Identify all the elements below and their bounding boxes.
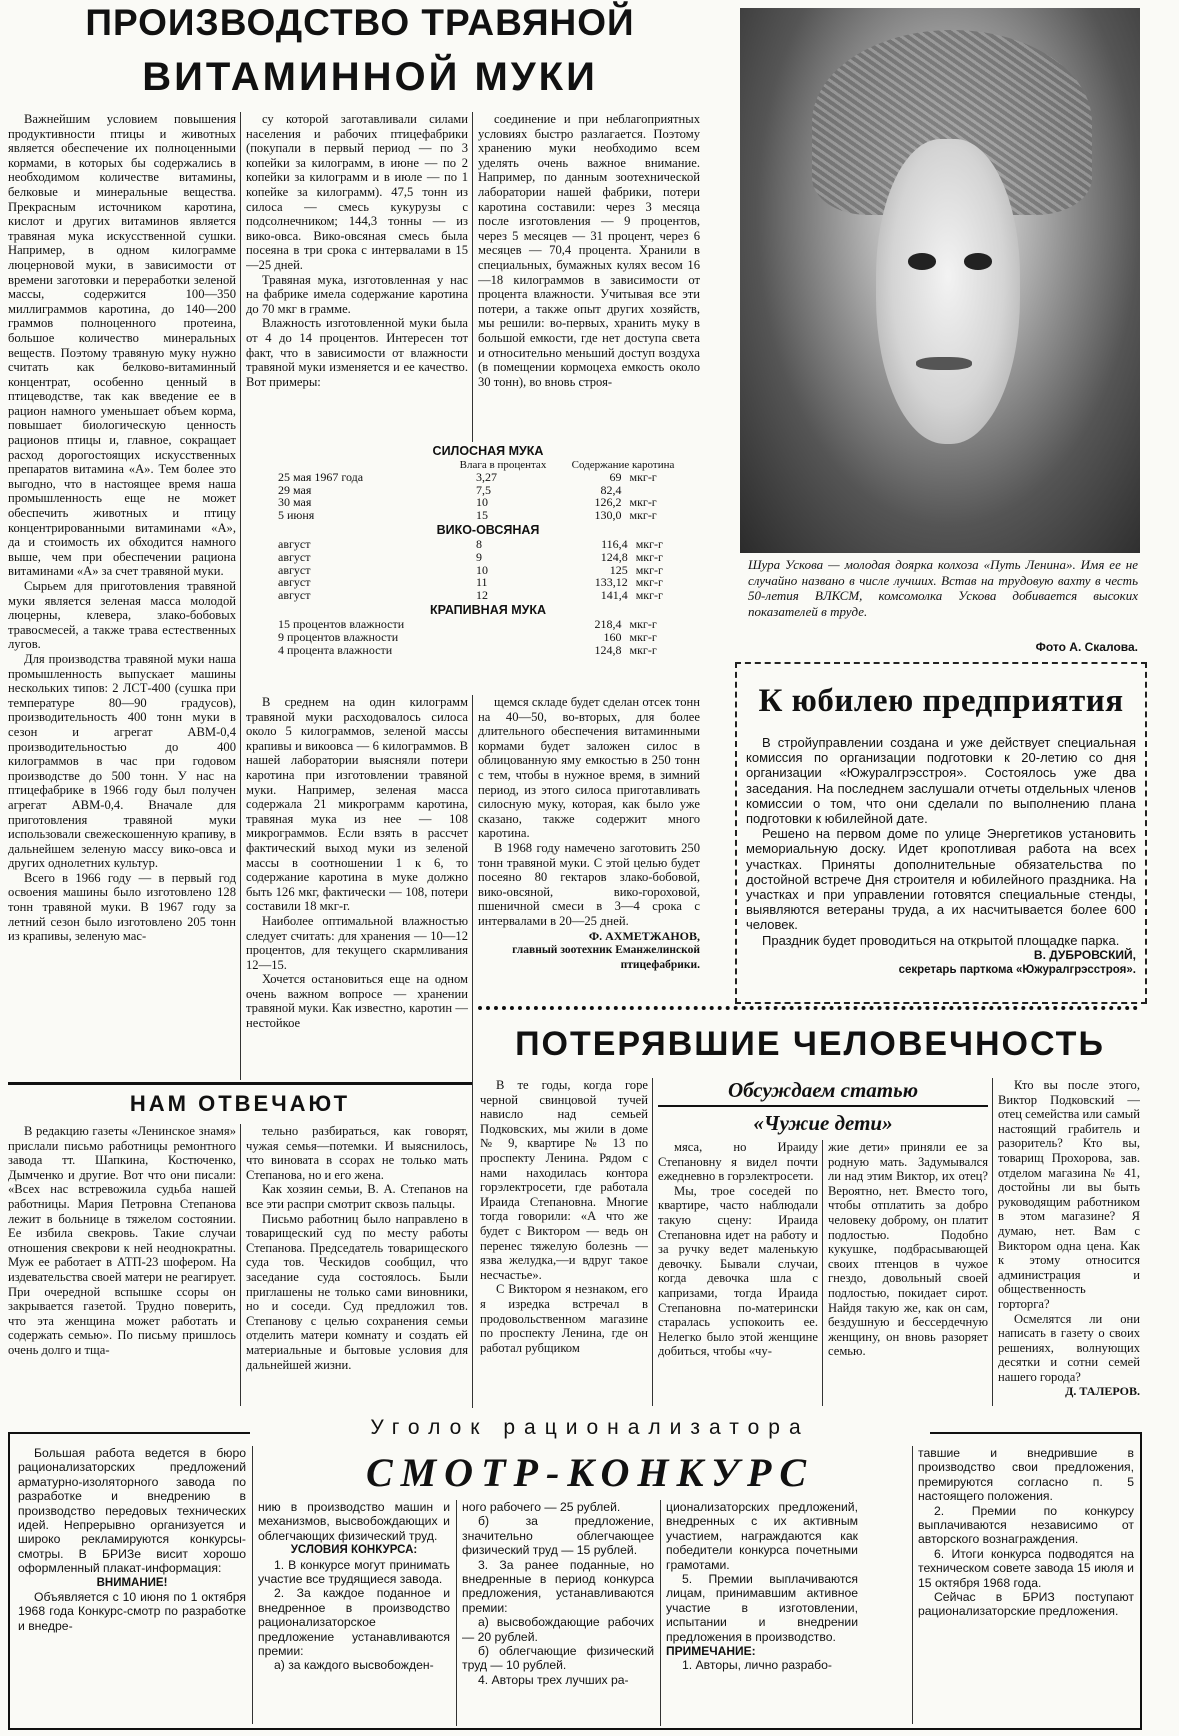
article1-column-1 — [8, 112, 236, 1080]
table-row: 4 процента влажности 124,8 мкг-г — [278, 642, 657, 657]
photo-mouth — [916, 357, 972, 371]
article1-paragraph: Для производства травяной муки наша промышленность выпускает машины нескольких типов: 2 ЛСТ-400 (сушка при температуре 80—90 градусов), производительность 400 тонн муки в сезон и агрегат АВМ-0,4 производительностью до 400 килограммов в час при годовом производстве до 500 тонн. У нас на птицефабрике в 1966 году был получен агрегат АВМ-0,4. Вначале для приготовления травяной муки использовали свежескошенную крапиву, в дальнейшем зеленую массу вико-овса и других однолетних культур. — [8, 651, 236, 871]
contest-paragraph: 2. Премии по конкурсу выплачиваются независимо от авторского вознаграждения. — [918, 1503, 1134, 1547]
table-row: 5 июня 15 130,0 мкг-г — [278, 507, 657, 522]
contest-paragraph: тавшие и внедрившие в производство свои предложения, премируются согласно п. 5 настоящего положения. — [918, 1446, 1134, 1504]
contest-paragraph: Объявляется с 10 июня по 1 октября 1968 года Конкурс-смотр по разработке и внедре- — [18, 1590, 246, 1633]
poteryav-paragraph: Осмелятся ли они написать в газету о своих решениях, волнующих десятки и сотни семей нашего города? — [998, 1311, 1140, 1384]
table-header: Влага в процентах — [459, 459, 547, 471]
table-header: Содержание каротина — [571, 459, 675, 471]
photo-milkmaid — [740, 8, 1140, 553]
jubilee-paragraph: В стройуправлении создана и уже действует специальная комиссия по организации подготовки к 20-летию со дня организации «Южуралгрэсстроя». Состоялось уже два заседания. На последнем заслушали отчеты отдельных членов комиссии о том, что они сделали по выполнению плана подготовки к юбилейной дате. — [746, 735, 1136, 827]
article1-paragraph: соединение и при неблагоприятных условиях быстро разлагается. Поэтому хранению муки необходимо всем уделять очень важное внимание. Например, по данным зоотехнической лаборатории нашей фабрики, потери каротина составили: через 3 месяца после изготовления — 9 процентов, через 5 месяцев — 31 процент, через 6 месяцев — 70,4 процента. Хранили в специальных, бумажных кулях весом 16—18 килограммов в зависимости от процента влажности. Учитывая все эти потери, а также опыт других хозяйств, мы решили: во-первых, хранить муку в большой емкости, где нет доступа света и относительно меньший доступ воздуха (в помещении кормоцеха емкость около 30 тонн), во вновь строя- — [478, 112, 700, 389]
column-divider — [660, 1500, 661, 1726]
otvechaut-paragraph: Письмо работниц было направлено в товарищеский суд по месту работы Степанова. Председатель товарищеского суда тов. Ческидов сообщил, что заседание суда состоялось. Были приглашены не только сами виновники, но и соседи. Суд предложил тов. Степанову с целью сохранения семьи отделить матери комнату и создать ей материальные и бытовые условия для дальнейшей жизни. — [246, 1211, 468, 1372]
contest-paragraph: б) за предложение, значительно облегчающее физический труд — 15 рублей. — [462, 1514, 654, 1558]
column-divider — [822, 1140, 823, 1406]
column-divider — [472, 695, 473, 1000]
separator-dots — [478, 1006, 1138, 1018]
poteryav-column-2 — [658, 1140, 818, 1406]
poteryav-paragraph: жие дети» приняли ее за родную мать. Задумывался ли над этим Виктор, их отец? Вероятно, нет. Вместо того, чтобы отплатить за добро человеку доброму, он платит подлостью. Подобно кукушке, подбрасывающей своих птенцов в чужое гнездо, довольный своей подлостью, покидает сирот. Найдя такую же, как он сам, бездушную и бессердечную женщину, он вновь разоряет семью. — [828, 1140, 988, 1359]
photo-eye — [908, 253, 936, 269]
table-row: август 8 116,4 мкг-г — [278, 537, 663, 552]
article1-paragraph: Хочется остановиться еще на одном очень важном вопросе — хранении травяной муки. Как известно, каротин — нестойкое — [246, 972, 468, 1031]
photo-credit: Фото А. Скалова. — [1035, 640, 1138, 654]
silos-table — [278, 459, 698, 521]
column-divider — [912, 1446, 913, 1724]
discuss-article-name: «Чужие дети» — [753, 1111, 893, 1135]
table-row: 29 мая 7,5 82,4 — [278, 482, 622, 497]
article-title-line1: ПРОИЗВОДСТВО ТРАВЯНОЙ — [85, 2, 635, 43]
jubilee-paragraph: Праздник будет проводиться на открытой площадке парка. — [762, 932, 1120, 948]
article1-paragraph: В 1968 году намечено заготовить 250 тонн травяной муки. С этой целью будет посеяно 80 гектаров злако-бобовой, вико-овсяной, вико-гороховой, пшеничной смеси в 3—4 срока с интервалами в 20—25 дней. — [478, 840, 700, 928]
table-row: август 12 141,4 мкг-г — [278, 587, 663, 602]
jubilee-signature: В. ДУБРОВСКИЙ, — [1033, 947, 1136, 962]
table-section-title: СИЛОСНАЯ МУКА — [432, 444, 544, 458]
column-divider — [240, 1124, 241, 1406]
article1-column-3-bottom — [478, 695, 700, 1000]
contest-note: ПРИМЕЧАНИЕ: — [666, 1644, 756, 1659]
article1-paragraph: су которой заготавливали силами населения и рабочих птицефабрики (покупали в первый период — по 3 копейки за килограмм, в июне — по 2 копейки за килограмм и в июле — по 1 копейке за килограмм). 47,5 тонн из силоса — смесь кукурузы с подсолнечником; 144,3 тонны — из вико-овса. Вико-овсяная смесь была посеяна в три срока с интервалами в 15—25 дней. — [246, 112, 468, 272]
column-divider — [456, 1500, 457, 1726]
column-divider — [472, 1000, 473, 1408]
photo-face — [876, 139, 1020, 444]
poteryav-column-4 — [998, 1078, 1140, 1408]
contest-paragraph: а) высвобождающие рабочих — 20 рублей. — [462, 1615, 654, 1644]
article1-column-3-top — [478, 112, 700, 442]
contest-column-5 — [918, 1446, 1134, 1726]
column-divider — [240, 112, 241, 1080]
contest-paragraph: 3. За ранее поданные, но внедренные в период конкурса предложения, устанавливаются премии: — [462, 1557, 654, 1615]
contest-conditions: УСЛОВИЯ КОНКУРСА: — [290, 1544, 418, 1557]
contest-paragraph: 4. Авторы трех лучших ра- — [478, 1672, 629, 1687]
poteryav-paragraph: С Виктором я незнаком, его я изредка встречал в продовольственном магазине по проспекту Ленина, где он работал рубщиком — [480, 1282, 648, 1355]
article1-paragraph: Наиболее оптимальной влажностью следует считать: для хранения — 10—12 процентов, для текущего скармливания 12—15. — [246, 913, 468, 972]
article1-paragraph: Травяная мука, изготовленная у нас на фабрике имела содержание каротина до 70 мкг в грамме. — [246, 272, 468, 316]
jubilee-text — [746, 735, 1136, 1001]
contest-column-3 — [462, 1500, 654, 1726]
table-row: 15 процентов влажности 218,4 мкг-г — [278, 617, 657, 632]
contest-paragraph: 2. За каждое поданное и внедренное в производство рационализаторское предложение устанавливаются премии: — [258, 1586, 450, 1659]
article1-paragraph: щемся складе будет сделан отсек тонн на 40—50, во-вторых, для более длительного обеспечения витаминными кормами будет заложен силос в облицованную яму емкостью в 250 тонн с тем, чтобы в нужное время, в зимний период, из этого силоса приготавливать силосную муку, которая, как было уже сказано, также содержит много каротина. — [478, 695, 700, 841]
column-divider — [992, 1078, 993, 1406]
poteryav-title: ПОТЕРЯВШИЕ ЧЕЛОВЕЧНОСТЬ — [515, 1025, 1105, 1063]
contest-paragraph: ционализаторских предложений, внедренных с их активным участием, награждаются как победители конкурса почетными грамотами. — [666, 1500, 858, 1572]
contest-column-4 — [666, 1500, 858, 1726]
jubilee-signature-title: секретарь парткома «Южуралгрэсстроя». — [898, 964, 1136, 977]
section-rule — [8, 1082, 473, 1085]
article1-paragraph: Влажность изготовленной муки была от 4 до 14 процентов. Интересен тот факт, что в зависимости от влажности травяной муки изменяется и ее качество. Вот примеры: — [246, 316, 468, 389]
contest-paragraph: Сейчас в БРИЗ поступают рационализаторские предложения. — [918, 1590, 1134, 1619]
table-row: 25 мая 1967 года 3,27 69 мкг-г — [278, 470, 657, 484]
photo-caption: Шура Ускова — молодая доярка колхоза «Путь Ленина». Имя ее не случайно названо в числе лучших. Встав на трудовую вахту в честь 50-летия ВЛКСМ, комсомолка Ускова добивается высоких показателей в труде. — [748, 557, 1138, 619]
table-row: 9 процентов влажности 160 мкг-г — [278, 629, 657, 644]
table-section-title: КРАПИВНАЯ МУКА — [429, 603, 547, 618]
article1-signature: Ф. АХМЕТЖАНОВ, — [588, 928, 700, 943]
poteryav-signature: Д. ТАЛЕРОВ. — [1065, 1384, 1140, 1399]
contest-attention: ВНИМАНИЕ! — [96, 1576, 168, 1589]
photo-eye — [964, 253, 992, 269]
contest-section-label: Уголок рационализатора — [250, 1416, 930, 1440]
contest-paragraph: а) за каждого высвобожден- — [274, 1658, 434, 1673]
otvechaut-paragraph: тельно разбираться, как говорят, чужая семья—потемки. И выяснилось, что виновата в ссорах не только мать Степанова, но и его жена. — [246, 1124, 468, 1182]
contest-paragraph: 1. В конкурсе могут принимать участие все трудящиеся завода. — [258, 1557, 450, 1587]
article1-paragraph: Важнейшим условием повышения продуктивности птицы и животных является обеспечение их полноценными кормами, в которых бы содержались в необходимом количестве витамины, белковые и минеральные вещества. Прекрасным источником каротина, кислот и других витаминов является травяная мука искусственной сушки. Например, в одном килограмме люцерновой муки, в зависимости от времени заготовки и переработки зеленой массы, содержится 100—350 миллиграммов каротина, до 140—200 граммов полноценного протеина, большое количество минеральных веществ. Поэтому травяную муку нужно считать как белково-витаминный концентрат, особенно ценный в птицеводстве, так как введение ее в рацион намного уменьшает объем корма, повышает биологическую ценность рационов птицы и, главное, сокращает расход дорогостоящих искусственных препаратов витамина «А». Тем более это выгодно, что в настоящее время наша промышленность еще не может обеспечить животных и птицу концентрированными витаминами «А», да и стоимость их обходится намного выше, чем при обеспечении рациона витаминами «А» за счет травяной муки. — [8, 112, 236, 579]
discuss-header — [658, 1078, 988, 1138]
column-divider — [652, 1078, 653, 1406]
contest-paragraph: 6. Итоги конкурса подводятся на техническом совете завода 15 июля и 15 октября 1968 года. — [918, 1546, 1134, 1590]
contest-paragraph: нию в производство машин и механизмов, высвобождающих и облегчающих физический труд. — [258, 1500, 450, 1543]
poteryav-paragraph: Кто вы после этого, Виктор Подковский — отец семейства или самый настоящий грабитель и разоритель? Кто вы, товарищ Прохорова, зав. отделом магазина № 41, достойны ли вы быть руководящим работником в этом магазине? Я думаю, нет. Вам с Виктором одна цена. Как к этому относится администрация и общественность горторга? — [998, 1078, 1140, 1311]
contest-column-1 — [18, 1446, 246, 1726]
contest-paragraph: Большая работа ведется в бюро рационализаторских предложений арматурно-изоляторного завода по разработке и внедрению в производство передовых технических идей. Непрерывно организуется и широко рекламируются конкурсы-смотры. В БРИЗе висит хорошо оформленный плакат-информация: — [18, 1446, 246, 1576]
krap-table — [278, 618, 698, 656]
article1-column-2-bottom — [246, 695, 468, 1079]
article1-paragraph: В среднем на один килограмм травяной муки расходовалось силоса около 5 килограммов, зеленой массы крапивы и викоовса — 6 килограммов. В нашей лаборатории выясняли потери каротина при изготовлении травяной муки. Например, зеленая масса содержала 21 микрограмм каротина, травяная мука из нее — 108 микрограммов. Если взять в рассчет фактический выход муки из зеленой массы в соотношении 1 к 6, то содержание каротина в муке должно быть 126 мкг, фактически — 108, потери составили 18 мкг-г. — [246, 695, 468, 914]
article1-paragraph: Сырьем для приготовления травяной муки является зеленая масса молодой люцерны, клевера, злако-бобовых травосмесей, а также трава естественных лугов. — [8, 579, 236, 652]
poteryav-column-1 — [480, 1078, 648, 1406]
jubilee-title: К юбилею предприятия — [758, 683, 1124, 719]
contest-paragraph: б) облегчающие физический труд — 10 рублей. — [462, 1644, 654, 1673]
otvechaut-paragraph: Как хозяин семьи, В. А. Степанов на все эти распри смотрит сквозь пальцы. — [246, 1182, 468, 1211]
poteryav-paragraph: мяса, но Ираиду Степановну я видел почти ежедневно в горэлектросети. — [658, 1140, 818, 1184]
contest-paragraph: 5. Премии выплачиваются лицам, принимавшим активное участие в изготовлении, испытании и внедрении предложения в производство. — [666, 1572, 858, 1644]
article1-paragraph: Всего в 1966 году — в первый год освоения машины было изготовлено 128 тонн травяной муки. В 1967 году за летний сезон было изготовлено 205 тонн из крапивы, зеленую мас- — [8, 870, 236, 944]
moisture-table — [278, 442, 698, 692]
discuss-label: Обсуждаем статью — [658, 1078, 988, 1107]
otvechaut-column-2 — [246, 1124, 468, 1406]
contest-title: СМОТР-КОНКУРС — [365, 1450, 815, 1495]
poteryav-column-3 — [828, 1140, 988, 1406]
table-section-title: ВИКО-ОВСЯНАЯ — [436, 523, 540, 538]
column-divider — [472, 112, 473, 442]
otvechaut-paragraph: В редакцию газеты «Ленинское знамя» прислали письмо работницы ремонтного завода тт. Шапкина, Костюченко, Дымченко и другие. Вот что они писали: «Всех нас встревожила судьба нашей работницы. Мария Петровна Степанова лежит в больнице в тяжелом состоянии. Ее избила свекровь. Такие случаи отношения свекрови к ней неоднократны. Муж ее работает в АТП-23 шофером. На издевательства своей матери не реагирует. При очередной вспышке ссоры он закрывается газетой. Трудно поверить, что эта женщина может работать и содержать семью». По письму пришлось очень долго и тща- — [8, 1124, 236, 1357]
table-row: август 10 125 мкг-г — [278, 562, 663, 577]
poteryav-paragraph: В те годы, когда горе черной свинцовой тучей нависло над семьей Подковских, мы жили в доме № 9, квартире № 13 по проспекту Ленина. Рядом с нами находилась контора горэлектросети, где работала Ираида Степановна. Многие тогда говорили: «А что же будет с Виктором — ведь он перенес тяжелую болезнь — язва желудка,—и вдруг такое несчастье». — [480, 1078, 648, 1282]
poteryav-paragraph: Мы, трое соседей по квартире, часто наблюдали такую сцену: Ираида Степановна идет на работу и за ручку ведет маленькую девочку. Бывали случаи, когда девочка шла с капризами, тогда Ираида Степановна по-матерински старалась успокоить ее. Нелегко было этой женщине добиться, чтобы «чу- — [658, 1183, 818, 1359]
table-row: 30 мая 10 126,2 мкг-г — [278, 495, 657, 510]
article-title-line2: ВИТАМИННОЙ МУКИ — [142, 55, 598, 99]
otvechaut-title: НАМ ОТВЕЧАЮТ — [129, 1091, 351, 1116]
contest-column-2 — [258, 1500, 450, 1726]
table-row: август 11 133,12 мкг-г — [278, 575, 663, 590]
article1-signature-title: главный зоотехник Еманжелинской птицефабрики. — [512, 944, 700, 971]
table-row: август 9 124,8 мкг-г — [278, 549, 663, 564]
jubilee-paragraph: Решено на первом доме по улице Энергетиков установить мемориальную доску. Идет кропотливая работа на всех участках. Приняты дополнительные обязательства по достойной встрече Дня строителя и юбилейного праздника. На участках и при управлении готовятся специальные стенды, выявляются ветераны труда, а их насчитывается более 600 человек. — [746, 826, 1136, 933]
contest-paragraph: 1. Авторы, лично разрабо- — [682, 1658, 832, 1673]
viko-table — [278, 538, 698, 601]
article1-column-2-top — [246, 112, 468, 442]
contest-paragraph: ного рабочего — 25 рублей. — [462, 1500, 621, 1514]
column-divider — [252, 1446, 253, 1724]
otvechaut-column-1 — [8, 1124, 236, 1406]
